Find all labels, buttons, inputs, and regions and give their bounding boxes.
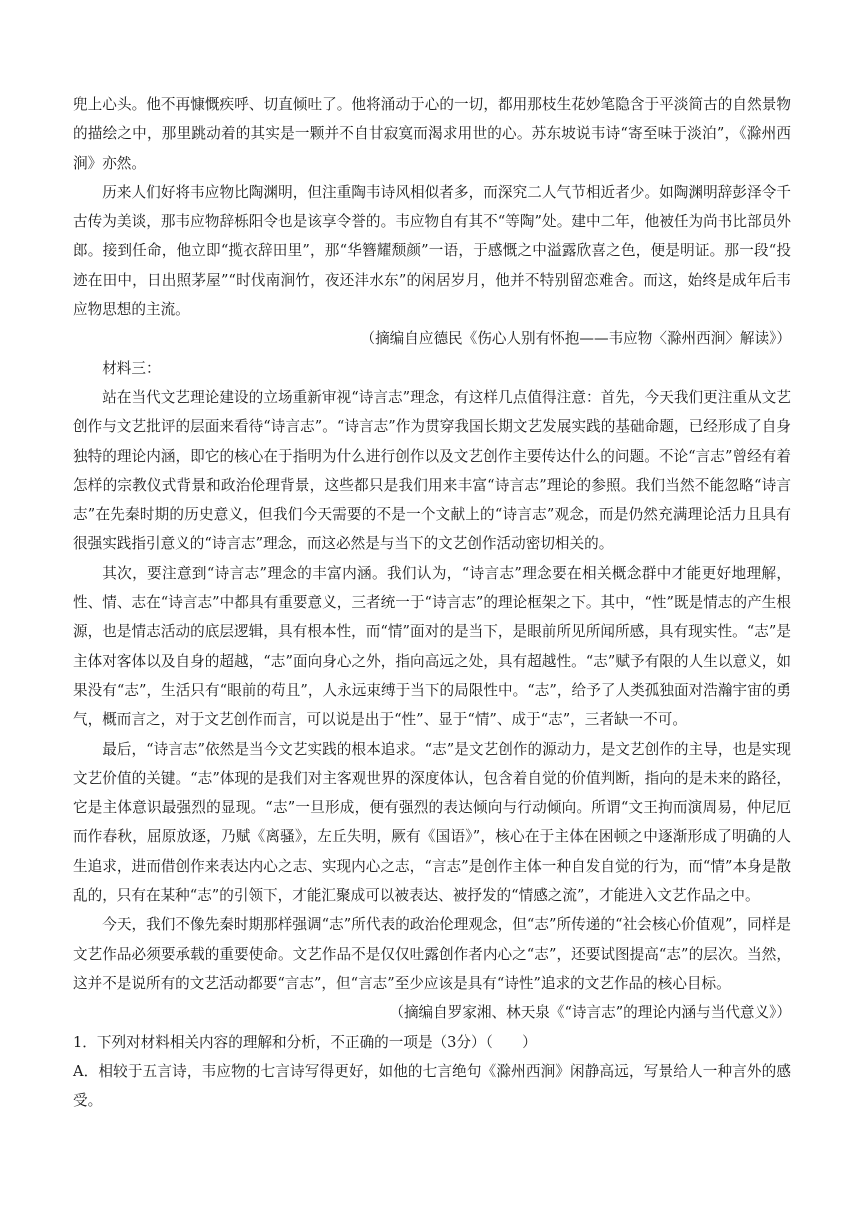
question-1-stem: 1．下列对材料相关内容的理解和分析，不正确的一项是（3分）（ ） (73, 1033, 537, 1051)
exam-page (73, 90, 791, 1115)
material3-label: 材料三： (102, 359, 161, 377)
material3-paragraph-1: 站在当代文艺理论建设的立场重新审视“诗言志”理念，有这样几点值得注意：首先，今天我们更注重从文艺创作与文艺批评的层面来看待“诗言志”。“诗言志”作为贯穿我国长期文艺发展实践的基础命题，已经形成了自身独特的理论内涵，即它的核心在于指明为什么进行创作以及文艺创作主要传达什么的问题。不论“言志”曾经有着怎样的宗教仪式背景和政治伦理背景，这些都只是我们用来丰富“诗言志”理论的参照。我们当然不能忽略“诗言志”在先秦时期的历史意义，但我们今天需要的不是一个文献上的“诗言志”观念，而是仍然充满理论活力且具有很强实践指引意义的“诗言志”理念，而这必然是与当下的文艺创作活动密切相关的。 (73, 388, 791, 553)
material3-paragraph-2: 其次，要注意到“诗言志”理念的丰富内涵。我们认为，“诗言志”理念要在相关概念群中才能更好地理解，性、情、志在“诗言志”中都具有重要意义，三者统一于“诗言志”的理论框架之下。其中，“性”既是情志的产生根源，也是情志活动的底层逻辑，具有根本性，而“情”面对的是当下，是眼前所见所闻所感，具有现实性。“志”是主体对客体以及自身的超越，“志”面向身心之外，指向高远之处，具有超越性。“志”赋予有限的人生以意义，如果没有“志”，生活只有“眼前的苟且”，人永远束缚于当下的局限性中。“志”，给予了人类孤独面对浩瀚宇宙的勇气，概而言之，对于文艺创作而言，可以说是出于“性”、显于“情”、成于“志”，三者缺一不可。 (73, 564, 791, 729)
material2-paragraph-continued: 兜上心头。他不再慷慨疾呼、切直倾吐了。他将涌动于心的一切，都用那枝生花妙笔隐含于平淡简古的自然景物的描绘之中，那里跳动着的其实是一颗并不自甘寂寞而渴求用世的心。苏东坡说韦诗“寄至味于淡泊”，《滁州西涧》亦然。 (73, 96, 791, 172)
material3-paragraph-3: 最后，“诗言志”依然是当今文艺实践的根本追求。“志”是文艺创作的源动力，是文艺创作的主导，也是实现文艺价值的关键。“志”体现的是我们对主客观世界的深度体认，包含着自觉的价值判断，指向的是未来的路径，它是主体意识最强烈的显现。“志”一旦形成，便有强烈的表达倾向与行动倾向。所谓“文王拘而演周易，仲尼厄而作春秋，屈原放逐，乃赋《离骚》，左丘失明，厥有《国语》”，核心在于主体在困顿之中逐渐形成了明确的人生追求，进而借创作来表达内心之志、实现内心之志，“言志”是创作主体一种自发自觉的行为，而“情”本身是散乱的，只有在某种“志”的引领下，才能汇聚成可以被表达、被抒发的“情感之流”，才能进入文艺作品之中。 (73, 740, 791, 905)
material2-paragraph: 历来人们好将韦应物比陶渊明，但注重陶韦诗风相似者多，而深究二人气节相近者少。如陶渊明辞彭泽令千古传为美谈，那韦应物辞栎阳令也是该享令誉的。韦应物自有其不“等陶”处。建中二年，他被任为尚书比部员外郎。接到任命，他立即“揽衣辞田里”，那“华簪耀颓颜”一语，于感慨之中溢露欣喜之色，便是明证。那一段“投迹在田中，日出照茅屋”“时伐南涧竹，夜还沣水东”的闲居岁月，他并不特别留恋难舍。而这，始终是成年后韦应物思想的主流。 (73, 183, 791, 319)
material3-paragraph-4: 今天，我们不像先秦时期那样强调“志”所代表的政治伦理观念，但“志”所传递的“社会核心价值观”，同样是文艺作品必须要承载的重要使命。文艺作品不是仅仅吐露创作者内心之“志”，还要试图提高“志”的层次。当然，这并不是说所有的文艺活动都要“言志”，但“言志”至少应该是具有“诗性”追求的文艺作品的核心目标。 (73, 916, 791, 992)
material3-source: （摘编自罗家湘、林天泉《“诗言志”的理论内涵与当代意义》） (389, 1004, 791, 1022)
material2-source: （摘编自应德民《伤心人别有怀抱——韦应物〈滁州西涧〉解读》） (360, 330, 791, 348)
question-1-option-a: A．相较于五言诗，韦应物的七言诗写得更好，如他的七言绝句《滁州西涧》闲静高远，写景给人一种言外的感受。 (73, 1062, 791, 1110)
